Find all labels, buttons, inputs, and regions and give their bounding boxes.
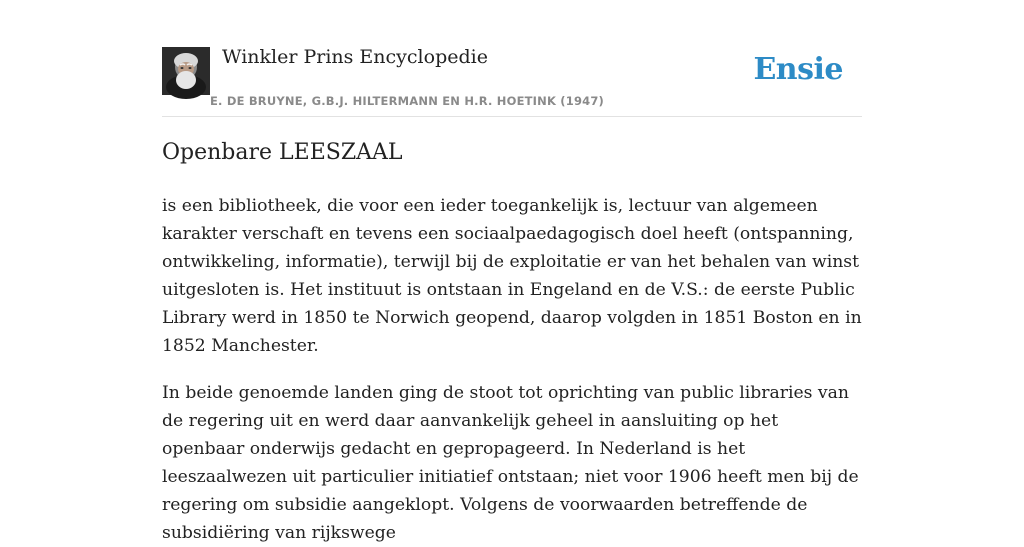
ensie-logo-link[interactable]: Ensie <box>753 52 843 87</box>
author-portrait-icon <box>162 47 210 95</box>
article-paragraph-1: is een bibliotheek, die voor een ieder toegankelijk is, lectuur van algemeen karakter verschaft en tevens een sociaalpaedagogisch doel heeft (ontspanning, ontwikkeling, informatie), terwijl bij de exploitatie er van het behalen van winst uitgesloten is. Het instituut is ontstaan in Engeland en de V.S.: de eerste Public Library werd in 1850 te Norwich geopend, daarop volgden in 1851 Boston en in 1852 Manchester. <box>162 196 862 356</box>
site-title-link[interactable]: Winkler Prins Encyclopedie <box>222 46 488 68</box>
portrait-image <box>162 47 210 95</box>
site-header <box>162 0 862 117</box>
article-title: Openbare LEESZAAL <box>162 140 403 165</box>
article-paragraph-2: In beide genoemde landen ging de stoot tot oprichting van public libraries van de regering uit en werd daar aanvankelijk geheel in aansluiting op het openbaar onderwijs gedacht en gepropageerd. In Nederland is het leeszaalwezen uit particulier initiatief ontstaan; niet voor 1906 heeft men bij de regering om subsidie aangeklopt. Volgens de voorwaarden betreffende de subsidiëring van rijkswege <box>162 383 859 543</box>
authors-byline: E. DE BRUYNE, G.B.J. HILTERMANN EN H.R. HOETINK (1947) <box>210 94 605 108</box>
article-container <box>162 0 862 543</box>
